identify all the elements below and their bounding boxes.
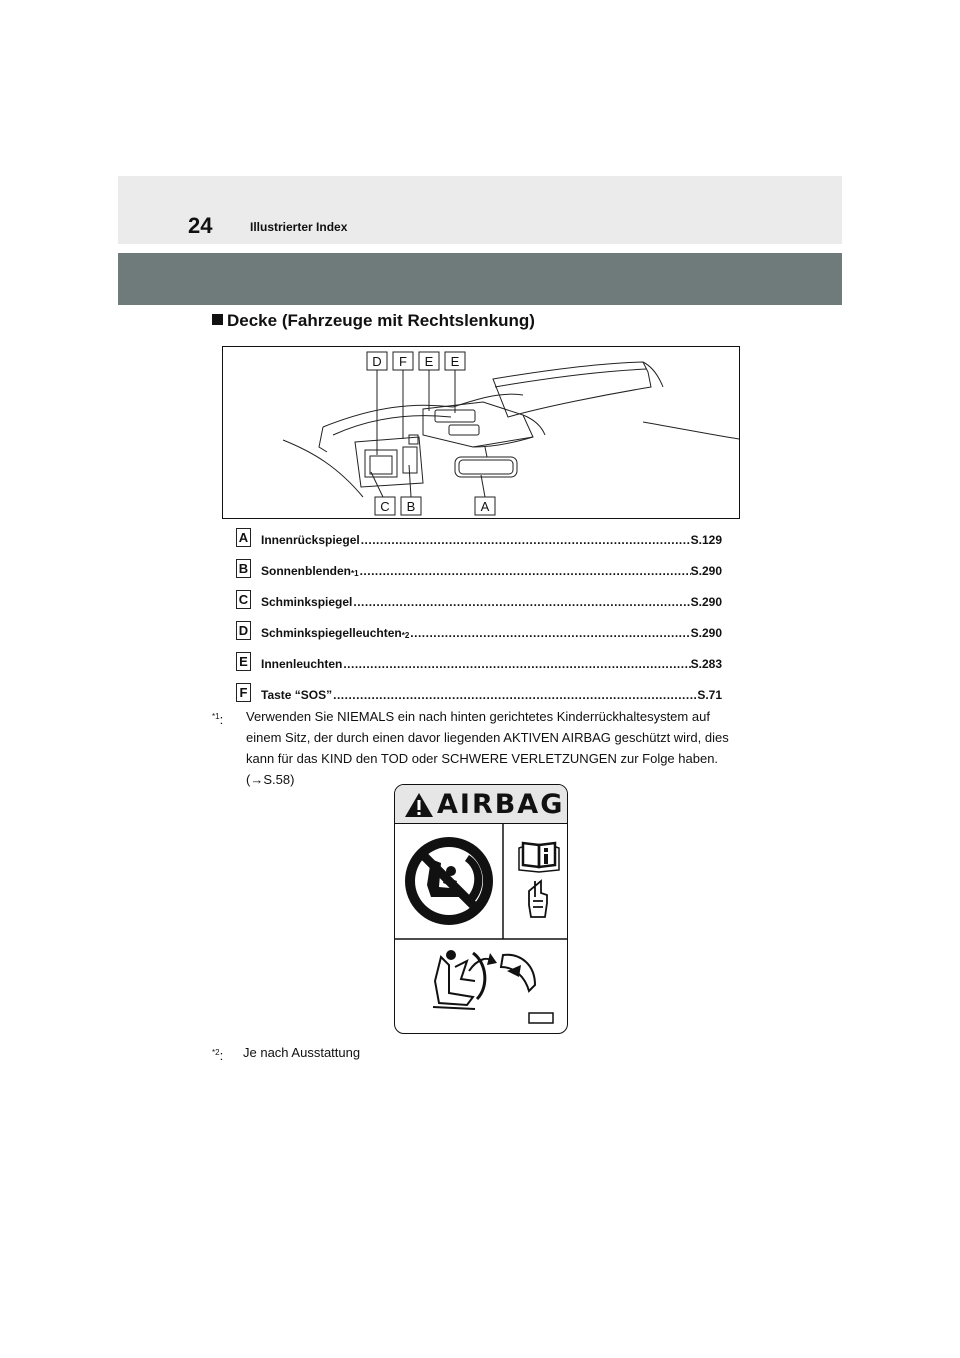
dot-leader (409, 626, 690, 640)
callout-label: A (480, 499, 490, 514)
index-entry[interactable] (261, 562, 722, 578)
entry-page-ref[interactable]: S.129 (690, 533, 722, 547)
entry-label: Schminkspiegel (261, 595, 353, 609)
square-bullet-icon (212, 314, 223, 325)
item-badge: F (236, 683, 251, 702)
entry-page-ref[interactable]: S.71 (697, 688, 722, 702)
no-rear-facing-child-seat-icon (405, 837, 493, 925)
footnote-1-text: Verwenden Sie NIEMALS ein nach hinten gerichtetes Kinderrückhaltesystem auf einem Sitz, der durch einen davor liegenden AKTIVEN AIRBAG geschützt wird, dies kann für das KIND den TOD oder SCHWERE VERLETZUNGEN zur Folge haben. (→S.58) (246, 709, 729, 787)
list-item (236, 590, 724, 610)
entry-page-ref[interactable]: S.290 (690, 595, 722, 609)
pointing-hand-icon (529, 881, 547, 917)
dot-leader (359, 564, 691, 578)
ceiling-illustration (223, 347, 741, 520)
callout-label: E (424, 354, 434, 369)
index-entry[interactable] (261, 655, 722, 671)
entry-label: Sonnenblenden (261, 564, 351, 578)
manual-book-icon (519, 843, 559, 872)
list-item (236, 683, 724, 703)
footnote-2-mark: $^{*2}$: (212, 1048, 224, 1063)
callout-label: B (406, 499, 416, 514)
list-item (236, 528, 724, 548)
list-item (236, 652, 724, 672)
list-item (236, 559, 724, 579)
index-entry[interactable] (261, 686, 722, 702)
entry-footnote-mark: *2 (401, 631, 410, 640)
item-badge: C (236, 590, 251, 609)
dot-leader (342, 657, 690, 671)
item-badge: D (236, 621, 251, 640)
index-entry[interactable] (261, 624, 722, 640)
item-badge: B (236, 559, 251, 578)
callout-label: F (399, 354, 407, 369)
ceiling-figure (222, 346, 740, 519)
dot-leader (360, 533, 691, 547)
callout-label: D (372, 354, 382, 369)
entry-footnote-mark: *1 (351, 569, 359, 578)
item-badge: A (236, 528, 251, 547)
index-entry[interactable] (261, 531, 722, 547)
seat-airbag-icon (433, 950, 553, 1023)
dot-leader (352, 595, 690, 609)
entry-page-ref[interactable]: S.283 (690, 657, 722, 671)
airbag-warning-label (394, 784, 568, 1034)
entry-label: Innenrückspiegel (261, 533, 360, 547)
callout-label: E (450, 354, 460, 369)
entry-label: Innenleuchten (261, 657, 343, 671)
entry-page-ref[interactable]: S.290 (690, 626, 722, 640)
section-name: Illustrierter Index (250, 220, 348, 234)
airbag-title: AIRBAG (437, 789, 565, 820)
warning-triangle-icon (405, 793, 433, 817)
list-item (236, 621, 724, 641)
entry-label: Schminkspiegelleuchten (261, 626, 402, 640)
item-badge: E (236, 652, 251, 671)
footnote-2-text: Je nach Ausstattung (243, 1045, 361, 1060)
section-bar (118, 253, 842, 305)
entry-label: Taste “SOS” (261, 688, 333, 702)
section-title (212, 310, 535, 332)
entry-page-ref[interactable]: S.290 (690, 564, 722, 578)
dot-leader (332, 688, 697, 702)
footnote-1-mark: $^{*1}$: (212, 712, 224, 727)
header-band (118, 176, 842, 244)
callout-label: C (380, 499, 390, 514)
index-entry[interactable] (261, 593, 722, 609)
page-number: 24 (188, 213, 213, 238)
airbag-pictograms (395, 785, 568, 1034)
section-title-text: Decke (Fahrzeuge mit Rechtslenkung) (227, 311, 535, 330)
